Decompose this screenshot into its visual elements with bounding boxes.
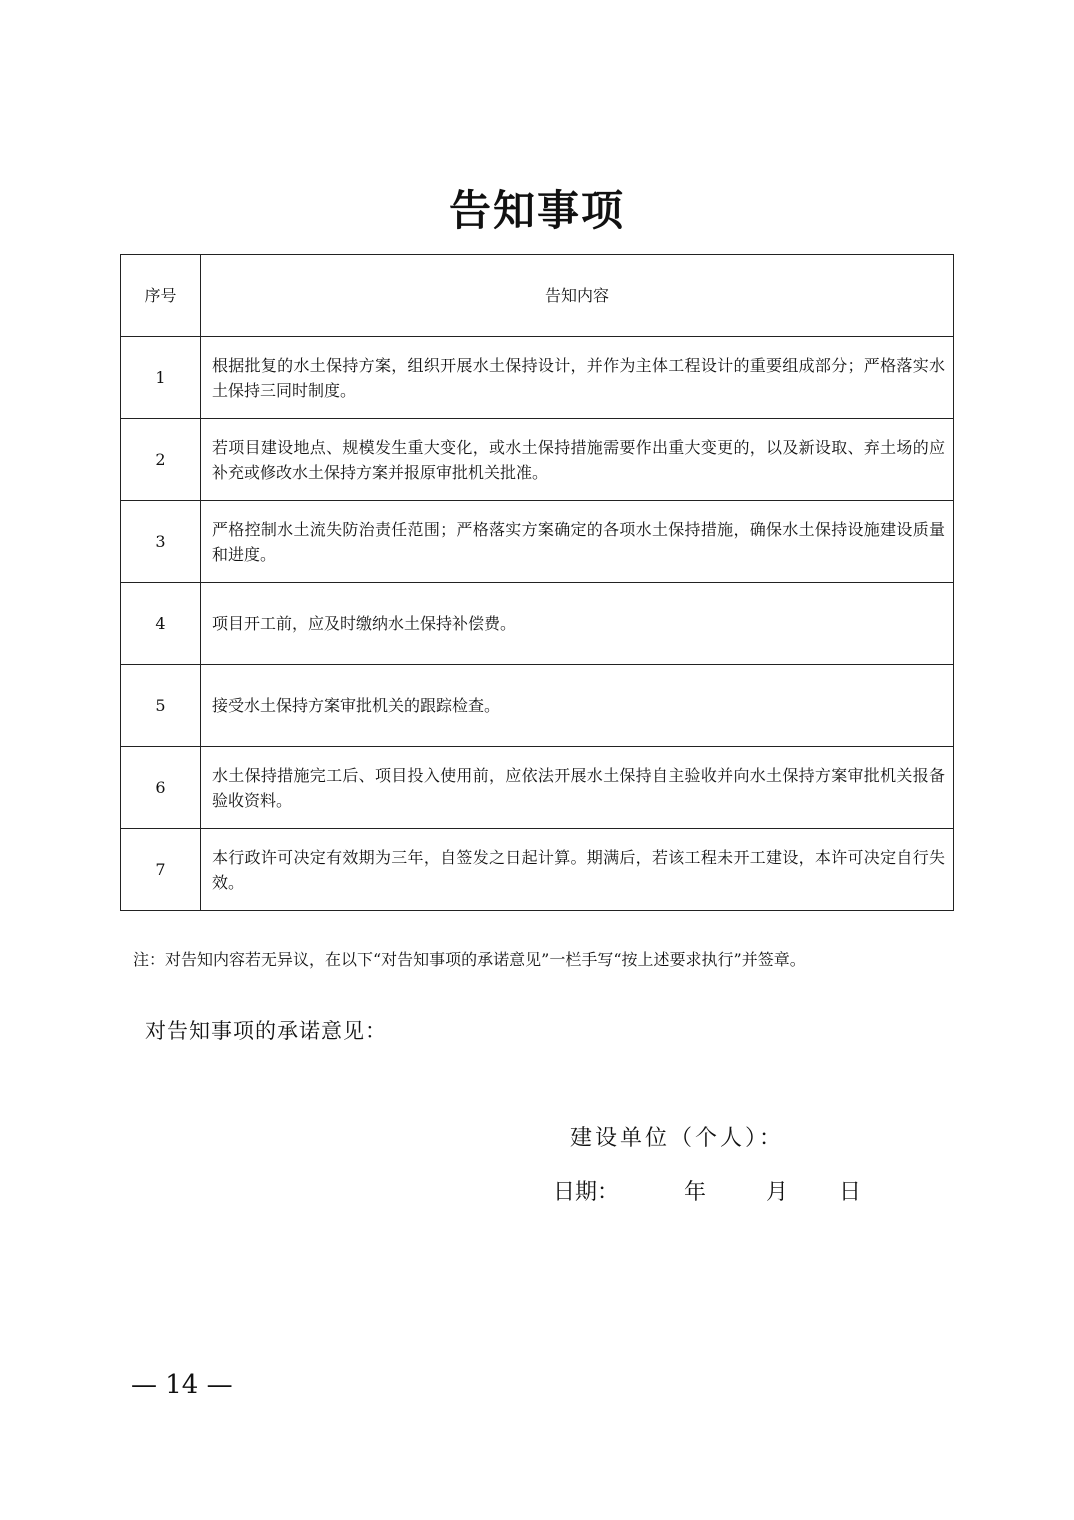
date-year-label: 年 [684, 1180, 707, 1205]
row-number: 6 [121, 747, 201, 829]
row-content: 水土保持措施完工后、项目投入使用前，应依法开展水土保持自主验收并向水土保持方案审批机关报备验收资料。 [201, 747, 954, 829]
table-row [121, 337, 954, 419]
page-title: 告知事项 [448, 186, 625, 235]
table-row [121, 419, 954, 501]
row-content: 严格控制水土流失防治责任范围；严格落实方案确定的各项水土保持措施，确保水土保持设施建设质量和进度。 [201, 501, 954, 583]
header-serial: 序号 [121, 255, 201, 337]
row-content: 根据批复的水土保持方案，组织开展水土保持设计，并作为主体工程设计的重要组成部分；严格落实水土保持三同时制度。 [201, 337, 954, 419]
page-number: — 14 — [131, 1370, 233, 1400]
notice-table [120, 254, 954, 911]
table-row [121, 583, 954, 665]
row-number: 3 [121, 501, 201, 583]
row-content: 本行政许可决定有效期为三年，自签发之日起计算。期满后，若该工程未开工建设，本许可决定自行失效。 [201, 829, 954, 911]
row-number: 5 [121, 665, 201, 747]
row-content: 项目开工前，应及时缴纳水土保持补偿费。 [201, 583, 954, 665]
construction-unit-label: 建设单位（个人）： [570, 1126, 785, 1151]
date-day-label: 日 [839, 1180, 862, 1205]
table-row [121, 501, 954, 583]
table-note: 注：对告知内容若无异议，在以下“对告知事项的承诺意见”一栏手写“按上述要求执行”并签章。 [133, 950, 806, 969]
row-number: 2 [121, 419, 201, 501]
table-row [121, 747, 954, 829]
date-month-label: 月 [766, 1180, 789, 1205]
date-label: 日期： [553, 1180, 620, 1205]
date-line [553, 1175, 861, 1206]
table-row [121, 829, 954, 911]
row-number: 1 [121, 337, 201, 419]
table-header-row [121, 255, 954, 337]
header-content: 告知内容 [201, 255, 954, 337]
table-row [121, 665, 954, 747]
pledge-heading: 对告知事项的承诺意见： [145, 1019, 387, 1043]
row-number: 4 [121, 583, 201, 665]
row-number: 7 [121, 829, 201, 911]
row-content: 接受水土保持方案审批机关的跟踪检查。 [201, 665, 954, 747]
row-content: 若项目建设地点、规模发生重大变化，或水土保持措施需要作出重大变更的，以及新设取、弃土场的应补充或修改水土保持方案并报原审批机关批准。 [201, 419, 954, 501]
